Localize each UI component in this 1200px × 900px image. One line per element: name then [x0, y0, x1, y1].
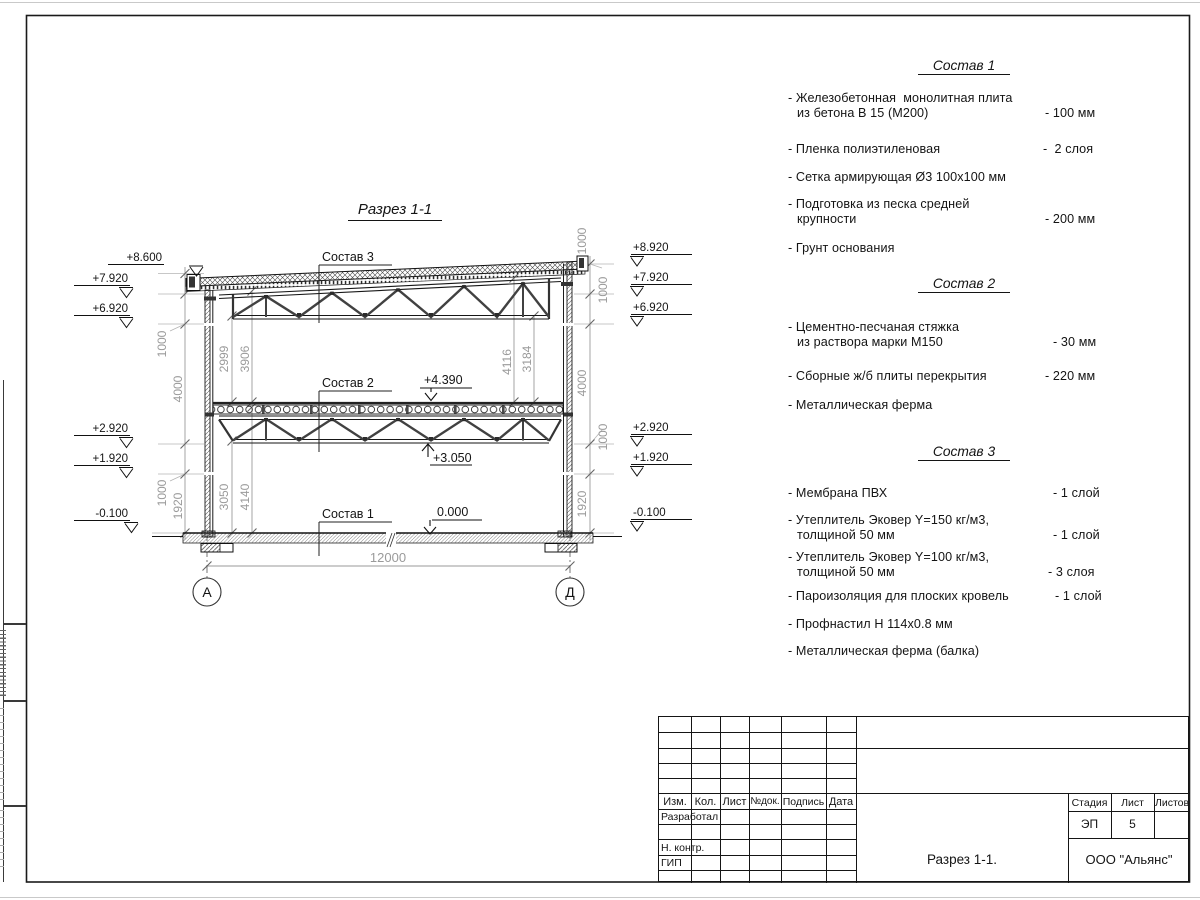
section-heading-3: Состав 3: [918, 444, 1010, 461]
list-item: - Цементно-песчаная стяжка: [788, 320, 960, 334]
tb-col-kol: Кол.: [694, 795, 717, 808]
list-item: из раствора марки М150: [797, 335, 943, 349]
elev-right-2: +6.920: [633, 302, 669, 314]
wall-joint: [205, 323, 215, 326]
elev-left-0: +8.600: [126, 252, 162, 264]
strip-rotated-text: [0, 630, 6, 696]
innerdim-3050: 3050: [217, 483, 231, 511]
wall-joint: [563, 472, 573, 475]
innerdim-3184: 3184: [520, 345, 534, 373]
wall-joint: [205, 472, 215, 475]
level-mid-bottom: +3.050: [433, 451, 472, 465]
tb-sheets-label: Листов: [1154, 797, 1190, 809]
list-item: толщиной 50 мм: [797, 528, 895, 542]
axis-bubble-d: Д: [565, 584, 575, 600]
innerdim-3906: 3906: [238, 345, 252, 373]
list-item: - Грунт основания: [788, 241, 895, 255]
span-dim: 12000: [369, 550, 407, 565]
vdim-right-1920: 1920: [575, 490, 589, 518]
elev-right-4: +1.920: [633, 452, 669, 464]
axis-bubble-a: А: [202, 584, 212, 600]
elev-left-5: -0.100: [95, 508, 128, 520]
wall-joint: [563, 323, 573, 326]
list-item: - Пленка полиэтиленовая: [788, 142, 941, 156]
callout-sostav1: Состав 1: [322, 507, 374, 521]
elev-left-3: +2.920: [92, 423, 128, 435]
tb-col-data: Дата: [828, 795, 854, 808]
elev-right-1: +7.920: [633, 272, 669, 284]
elev-right-5: -0.100: [633, 507, 666, 519]
list-item: - Утеплитель Эковер Y=150 кг/м3,: [788, 513, 990, 527]
elev-left-4: +1.920: [92, 453, 128, 465]
list-item: толщиной 50 мм: [797, 565, 895, 579]
list-item: - Металлическая ферма: [788, 398, 933, 412]
strip-rotated-text: [0, 810, 4, 870]
list-item-value: - 100 мм: [1045, 106, 1096, 120]
tb-sheet-value: 5: [1129, 817, 1136, 831]
tb-col-podpis: Подпись: [782, 795, 825, 808]
list-item-value: - 1 слой: [1053, 528, 1100, 542]
list-item-value: - 30 мм: [1053, 335, 1097, 349]
list-item-value: - 3 слоя: [1048, 565, 1095, 579]
strip-rotated-text: [0, 708, 4, 800]
list-item: - Пароизоляция для плоских кровель: [788, 589, 1009, 603]
elev-right-3: +2.920: [633, 422, 669, 434]
tb-stage-label: Стадия: [1071, 797, 1108, 809]
list-item: - Сборные ж/б плиты перекрытия: [788, 369, 987, 383]
list-item-value: - 1 слой: [1053, 486, 1100, 500]
innerdim-2999: 2999: [217, 345, 231, 373]
elev-left-2: +6.920: [92, 303, 128, 315]
callout-sostav2: Состав 2: [322, 376, 374, 390]
vdim-left-4000: 4000: [171, 375, 185, 403]
tb-row-gip: ГИП: [661, 857, 682, 869]
list-item-value: - 200 мм: [1045, 212, 1096, 226]
vdim-left-1000a: 1000: [155, 330, 169, 358]
elevation-marks-right: [630, 255, 692, 532]
title-block: [658, 716, 1189, 882]
vdim-right-4000: 4000: [575, 369, 589, 397]
list-item: - Мембрана ПВХ: [788, 486, 888, 500]
section-heading-2: Состав 2: [918, 276, 1010, 293]
elev-right-0: +8.920: [633, 242, 669, 254]
walls: [205, 262, 573, 537]
tb-row-ncontrol: Н. контр.: [661, 841, 705, 854]
vdim-right-1000c: 1000: [596, 423, 610, 451]
mid-floor-assembly: [213, 403, 563, 414]
innerdim-4116: 4116: [500, 349, 514, 375]
vdim-left-1920: 1920: [171, 492, 185, 520]
callout-sostav3: Состав 3: [322, 250, 374, 264]
ground-floor-assembly: [152, 531, 622, 552]
list-item: - Профнастил Н 114х0.8 мм: [788, 617, 953, 631]
tb-col-izm: Изм.: [663, 795, 687, 808]
floor-truss: [205, 413, 573, 444]
list-item: - Металлическая ферма (балка): [788, 644, 980, 658]
tb-doc-title: Разрез 1-1.: [926, 852, 998, 867]
elev-left-1: +7.920: [92, 273, 128, 285]
level-floor: 0.000: [437, 505, 469, 519]
list-item: - Утеплитель Эковер Y=100 кг/м3,: [788, 550, 990, 564]
tb-stage-value: ЭП: [1080, 817, 1099, 831]
list-item-value: - 2 слоя: [1043, 142, 1094, 156]
list-item: - Подготовка из песка средней: [788, 197, 970, 211]
vdim-left-1000b: 1000: [155, 479, 169, 507]
vdim-right-1000b: 1000: [596, 276, 610, 304]
list-item: - Железобетонная монолитная плита: [788, 91, 1013, 105]
vdim-right-1000a: 1000: [575, 227, 589, 255]
innerdim-4140: 4140: [238, 483, 252, 511]
list-item: крупности: [797, 212, 857, 226]
section-heading-1: Состав 1: [918, 58, 1010, 75]
list-item: из бетона В 15 (М200): [797, 106, 929, 120]
level-mid-top: +4.390: [424, 373, 463, 387]
tb-company: ООО "Альянс": [1085, 852, 1173, 867]
tb-col-ndok: №док.: [750, 796, 780, 807]
list-item: - Сетка армирующая Ø3 100х100 мм: [788, 170, 1007, 184]
tb-col-list: Лист: [722, 795, 747, 808]
list-item-value: - 1 слой: [1055, 589, 1102, 603]
drawing-title: Разрез 1-1: [348, 201, 442, 221]
dimension-ticks: [181, 260, 595, 571]
tb-sheet-label: Лист: [1121, 797, 1144, 809]
list-item-value: - 220 мм: [1045, 369, 1096, 383]
tb-row-developed: Разработал: [661, 811, 719, 823]
